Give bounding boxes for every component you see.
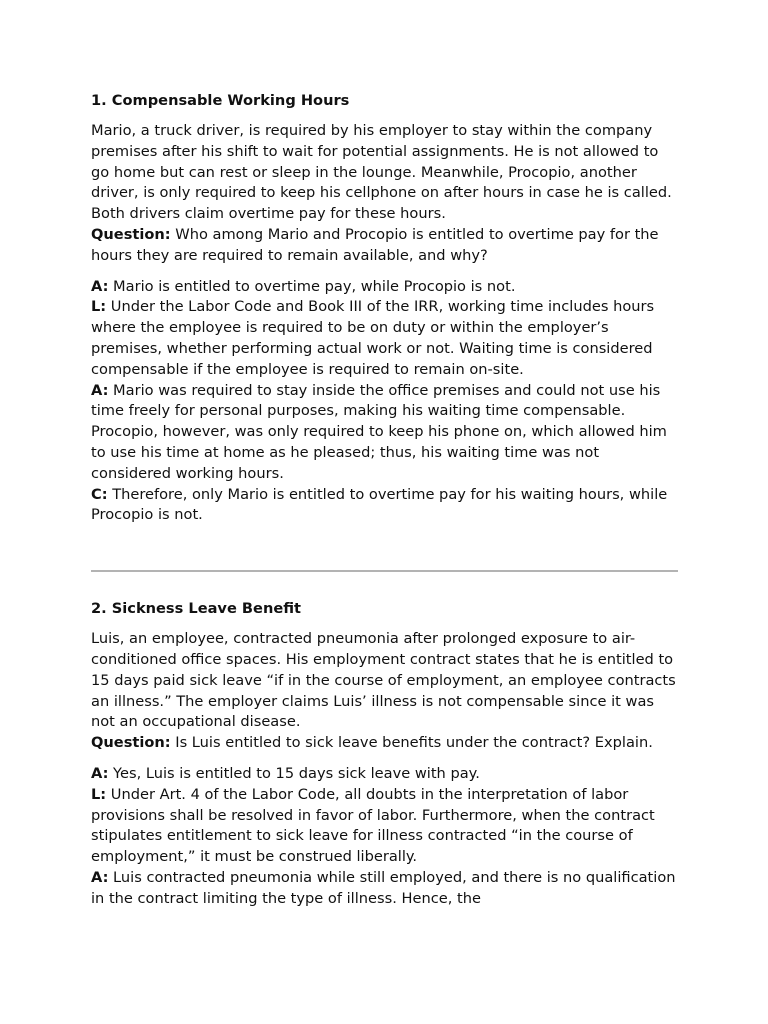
facts-paragraph: [91, 121, 681, 267]
facts-text: Luis, an employee, contracted pneumonia after prolonged exposure to air-conditioned office spaces. His employment contract states that he is entitled to 15 days paid sick leave “if in the course of employment, an employee contracts an illness.” The employer claims Luis’ illness is not compensable since it was not an occupational disease.: [91, 630, 676, 731]
conclusion-text: Therefore, only Mario is entitled to overtime pay for his waiting hours, while Procopio is not.: [91, 485, 668, 524]
conclusion-label: C:: [91, 485, 108, 503]
question-label: Question:: [91, 734, 171, 752]
answer-paragraph: [91, 277, 681, 527]
law-label: L:: [91, 785, 107, 803]
section-title: 1. Compensable Working Hours: [91, 92, 350, 109]
section-compensable-working-hours: [91, 90, 681, 526]
section-title: 2. Sickness Leave Benefit: [91, 600, 302, 618]
application-label: A:: [91, 381, 109, 399]
answer-label: A:: [91, 277, 109, 295]
application-text: Mario was required to stay inside the office premises and could not use his time freely for personal purposes, making his waiting time compensable. Procopio, however, was only required to keep his phone on, which allowed him to use his time at home as he pleased; thus, his waiting time was not considered working hours.: [91, 381, 667, 482]
facts-paragraph: [91, 629, 681, 754]
law-label: L:: [91, 298, 107, 316]
answer-label: A:: [91, 764, 109, 782]
application-label: A:: [91, 868, 109, 886]
question-label: Question:: [91, 225, 171, 243]
question-text: Who among Mario and Procopio is entitled to overtime pay for the hours they are required to remain available, and why?: [91, 225, 659, 264]
section-divider: [91, 570, 678, 572]
answer-text: Mario is entitled to overtime pay, while Procopio is not.: [113, 277, 516, 295]
document-page: [91, 90, 681, 910]
question-text: Is Luis entitled to sick leave benefits under the contract? Explain.: [175, 734, 653, 752]
application-text: Luis contracted pneumonia while still employed, and there is no qualification in the contract limiting the type of illness. Hence, the: [91, 868, 676, 907]
section-sickness-leave-benefit: [91, 598, 681, 909]
law-text: Under Art. 4 of the Labor Code, all doubts in the interpretation of labor provisions shall be resolved in favor of labor. Furthermore, when the contract stipulates entitlement to sick leave for illness contracted “in the course of employment,” it must be construed liberally.: [91, 785, 655, 866]
answer-text: Yes, Luis is entitled to 15 days sick leave with pay.: [113, 764, 480, 782]
facts-text: Mario, a truck driver, is required by his employer to stay within the company premises after his shift to wait for potential assignments. He is not allowed to go home but can rest or sleep in the lounge. Meanwhile, Procopio, another driver, is only required to keep his cellphone on after hours in case he is called. Both drivers claim overtime pay for these hours.: [91, 122, 672, 223]
law-text: Under the Labor Code and Book III of the IRR, working time includes hours where the employee is required to be on duty or within the employer’s premises, whether performing actual work or not. Waiting time is considered compensable if the employee is required to remain on-site.: [91, 298, 655, 378]
answer-paragraph: [91, 764, 681, 910]
